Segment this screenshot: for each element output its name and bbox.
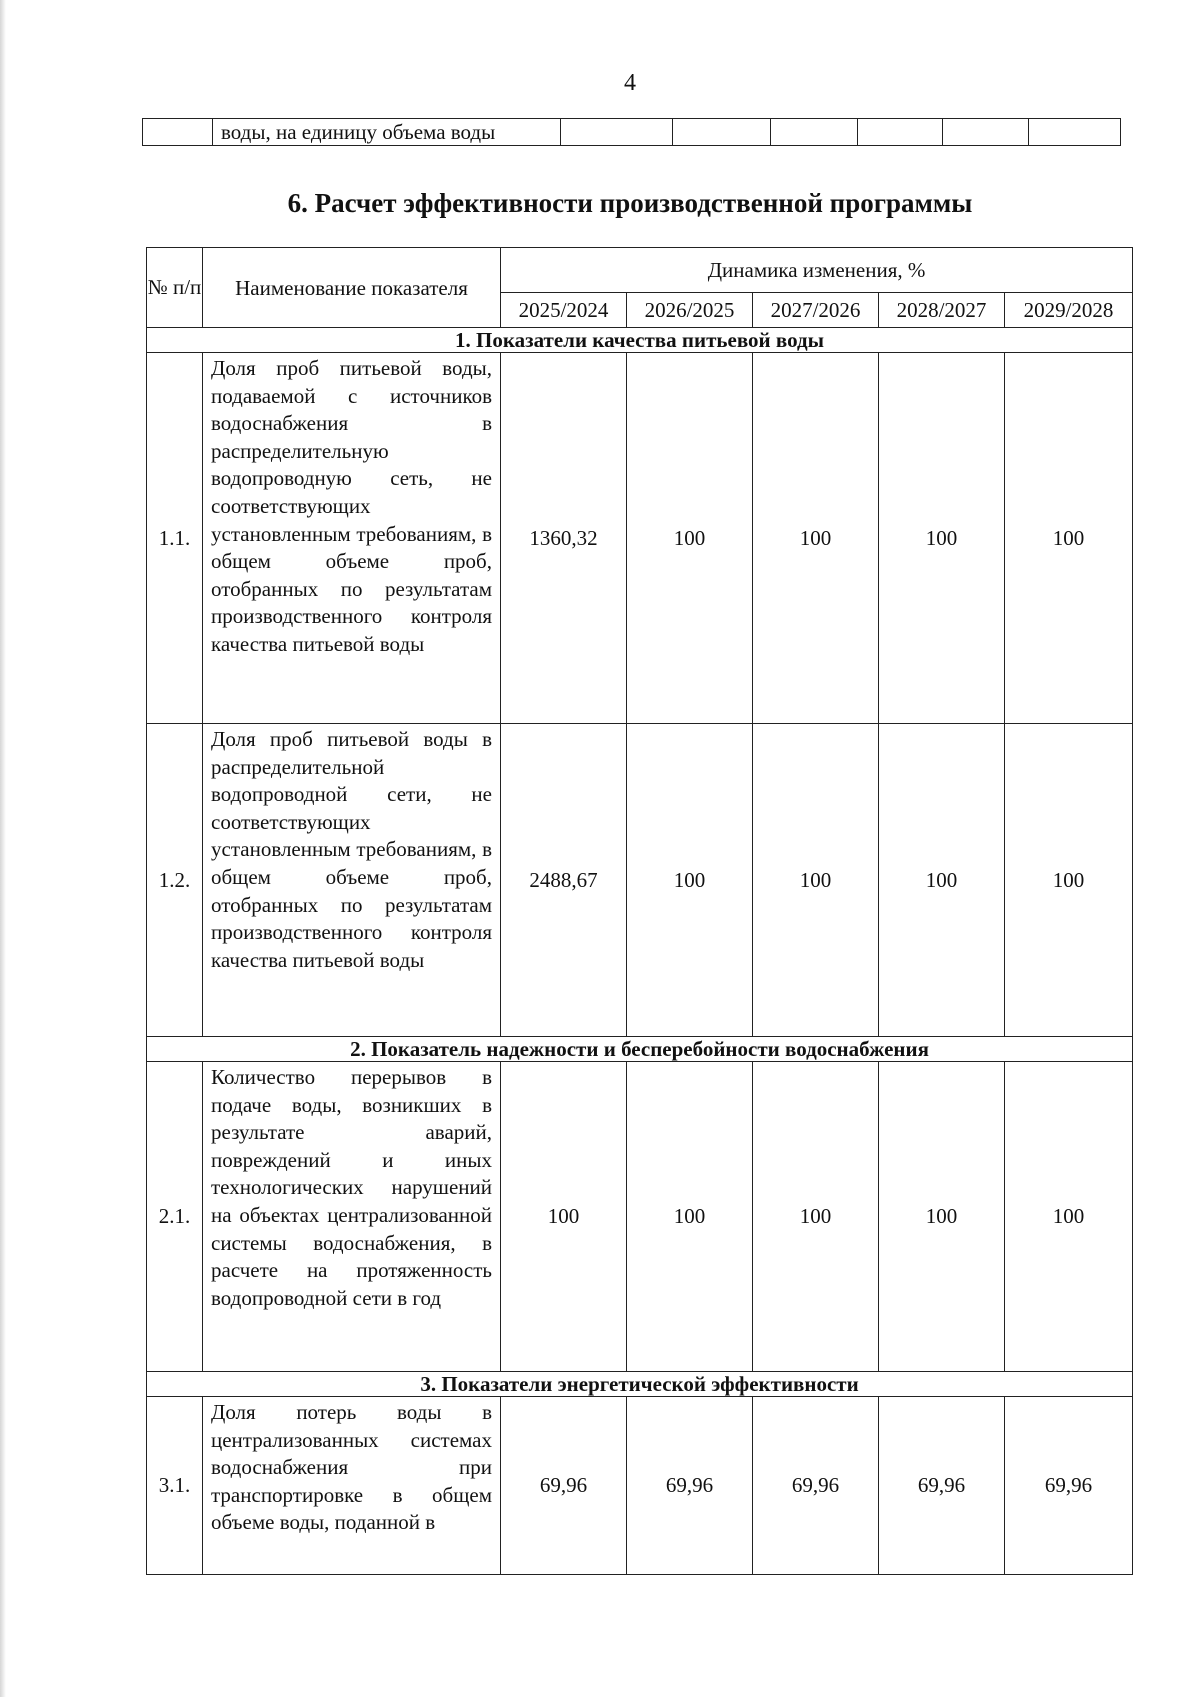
value-cell: 100 bbox=[879, 353, 1005, 724]
row-number: 3.1. bbox=[147, 1397, 203, 1575]
section-row bbox=[147, 328, 1133, 353]
value-cell: 2488,67 bbox=[501, 724, 627, 1037]
header-year: 2027/2026 bbox=[753, 293, 879, 328]
section-title: 6. Расчет эффективности производственной программы bbox=[287, 188, 973, 218]
indicator-name: Доля проб питьевой воды в распределительной водопроводной сети, не соответствующих установленным требованиям, в общем объеме проб, отобранных по результатам производственного контроля качества питьевой воды bbox=[203, 724, 501, 1037]
table-cell bbox=[943, 119, 1029, 146]
page-number: 4 bbox=[624, 70, 636, 96]
header-num: № п/п bbox=[147, 248, 203, 328]
value-cell: 100 bbox=[753, 724, 879, 1037]
table-cell bbox=[1029, 119, 1121, 146]
value-cell: 100 bbox=[879, 1062, 1005, 1372]
value-cell: 100 bbox=[879, 724, 1005, 1037]
section-heading: 3. Показатели энергетической эффективности bbox=[147, 1372, 1133, 1397]
header-dynamics: Динамика изменения, % bbox=[501, 248, 1133, 293]
table-row bbox=[147, 724, 1133, 1037]
table-row bbox=[147, 1062, 1133, 1372]
value-cell: 100 bbox=[1005, 353, 1133, 724]
section-row bbox=[147, 1037, 1133, 1062]
efficiency-table bbox=[146, 247, 1133, 1575]
value-cell: 100 bbox=[627, 1062, 753, 1372]
section-heading: 1. Показатели качества питьевой воды bbox=[147, 328, 1133, 353]
header-year: 2029/2028 bbox=[1005, 293, 1133, 328]
header-year: 2028/2027 bbox=[879, 293, 1005, 328]
value-cell: 100 bbox=[1005, 1062, 1133, 1372]
indicator-name: Количество перерывов в подаче воды, возникших в результате аварий, повреждений и иных технологических нарушений на объектах централизованной системы водоснабжения, в расчете на протяженность водопроводной сети в год bbox=[203, 1062, 501, 1372]
value-cell: 69,96 bbox=[753, 1397, 879, 1575]
table-cell bbox=[673, 119, 771, 146]
value-cell: 100 bbox=[627, 353, 753, 724]
table-cell bbox=[771, 119, 858, 146]
table-cell-text: воды, на единицу объема воды bbox=[213, 119, 561, 146]
value-cell: 1360,32 bbox=[501, 353, 627, 724]
section-heading: 2. Показатель надежности и бесперебойности водоснабжения bbox=[147, 1037, 1133, 1062]
value-cell: 69,96 bbox=[879, 1397, 1005, 1575]
row-number: 1.2. bbox=[147, 724, 203, 1037]
value-cell: 100 bbox=[1005, 724, 1133, 1037]
section-row bbox=[147, 1372, 1133, 1397]
header-year: 2026/2025 bbox=[627, 293, 753, 328]
scan-edge-shadow bbox=[0, 0, 6, 1697]
indicator-name: Доля проб питьевой воды, подаваемой с источников водоснабжения в распределительную водопроводную сеть, не соответствующих установленным требованиям, в общем объеме проб, отобранных по результатам производственного контроля качества питьевой воды bbox=[203, 353, 501, 724]
row-number: 2.1. bbox=[147, 1062, 203, 1372]
value-cell: 100 bbox=[501, 1062, 627, 1372]
value-cell: 69,96 bbox=[627, 1397, 753, 1575]
table-cell bbox=[858, 119, 943, 146]
header-year: 2025/2024 bbox=[501, 293, 627, 328]
value-cell: 100 bbox=[753, 353, 879, 724]
table-cell bbox=[561, 119, 673, 146]
table-row bbox=[147, 353, 1133, 724]
table-cell bbox=[143, 119, 213, 146]
value-cell: 100 bbox=[753, 1062, 879, 1372]
table-row bbox=[143, 119, 1121, 146]
value-cell: 69,96 bbox=[1005, 1397, 1133, 1575]
value-cell: 69,96 bbox=[501, 1397, 627, 1575]
value-cell: 100 bbox=[627, 724, 753, 1037]
indicator-name: Доля потерь воды в централизованных системах водоснабжения при транспортировке в общем объеме воды, поданной в bbox=[203, 1397, 501, 1575]
header-row bbox=[147, 248, 1133, 293]
table-row bbox=[147, 1397, 1133, 1575]
row-number: 1.1. bbox=[147, 353, 203, 724]
header-name: Наименование показателя bbox=[203, 248, 501, 328]
previous-table-tail bbox=[142, 118, 1121, 146]
